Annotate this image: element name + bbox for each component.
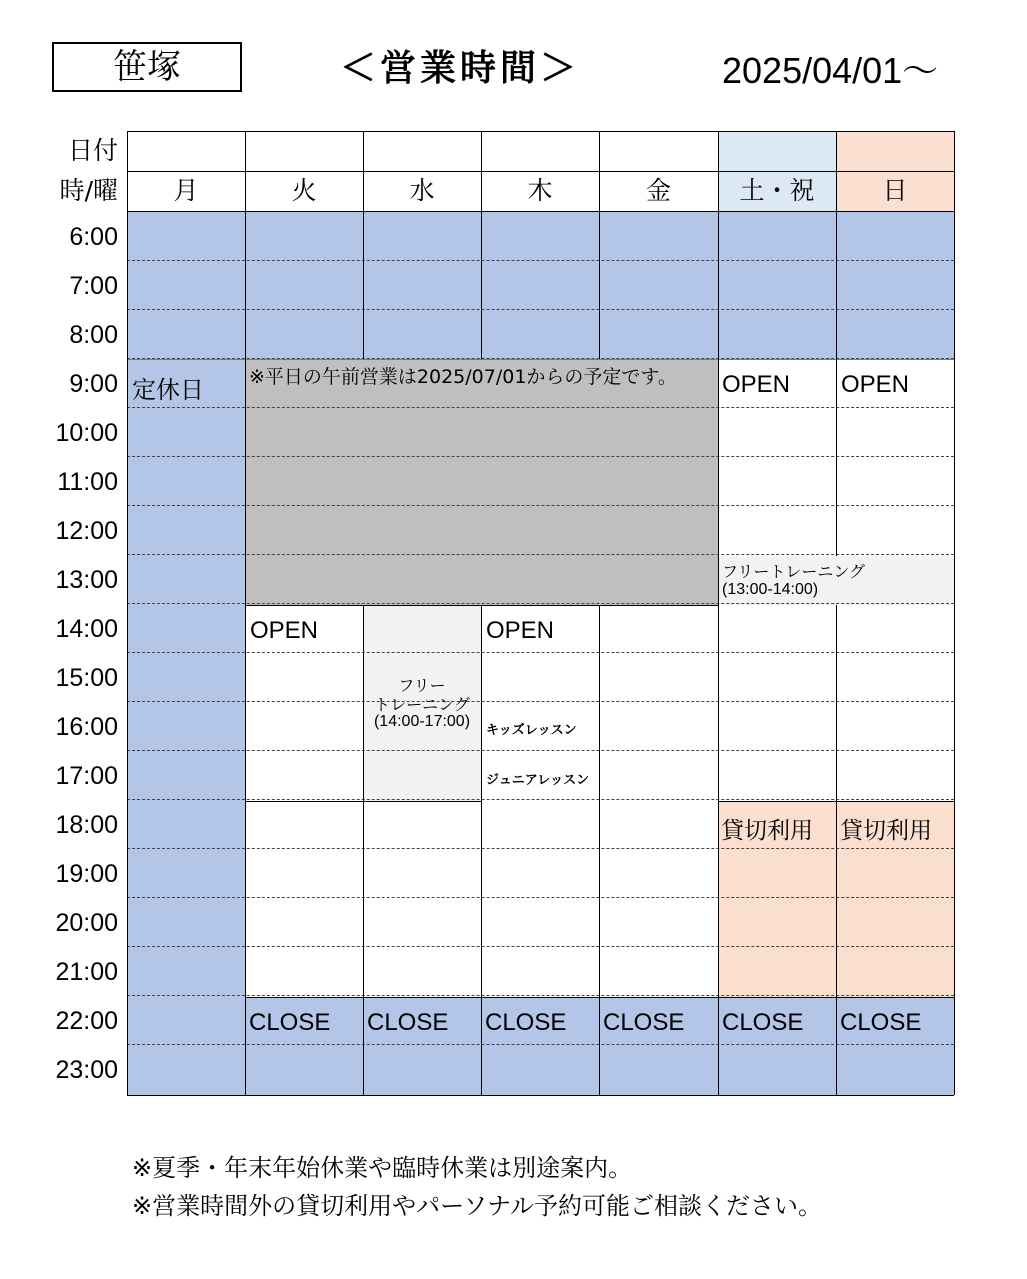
- hour-label: 15:00: [55, 664, 118, 692]
- hour-divider: [127, 946, 954, 947]
- hour-label: 7:00: [69, 272, 118, 300]
- hour-label: 11:00: [57, 468, 118, 496]
- hour-label: 12:00: [55, 517, 118, 545]
- hour-label: 6:00: [69, 223, 118, 251]
- hour-label: 22:00: [55, 1007, 118, 1035]
- hour-label: 8:00: [69, 321, 118, 349]
- hour-divider: [127, 260, 954, 261]
- sun-rental-label: 貸切利用: [840, 818, 932, 844]
- day-sun: 日: [882, 176, 908, 205]
- hour-divider: [127, 750, 954, 751]
- regular-holiday-label: 定休日: [132, 376, 204, 404]
- hour-divider: [127, 456, 954, 457]
- weekend-free-training-label: フリートレーニング: [722, 562, 866, 581]
- day-fri: 金: [645, 176, 671, 205]
- hour-label: 13:00: [55, 566, 118, 594]
- wed-free-training-line1: フリー: [398, 676, 446, 695]
- fri-close-label: CLOSE: [603, 1009, 685, 1036]
- weekday-morning-block: [245, 359, 718, 605]
- tue-close-label: CLOSE: [249, 1009, 331, 1036]
- hour-label: 16:00: [55, 713, 118, 741]
- day-thu: 木: [527, 176, 553, 205]
- sun-open-label: OPEN: [841, 371, 910, 398]
- effective-date: 2025/04/01～: [722, 50, 939, 91]
- hour-label: 19:00: [55, 860, 118, 888]
- date-row-label: 日付: [67, 136, 118, 165]
- wed-free-training-line2: トレーニング: [374, 695, 470, 714]
- sat-close-label: CLOSE: [722, 1009, 804, 1036]
- note-closures: ※夏季・年末年始休業や臨時休業は別途案内。: [132, 1154, 633, 1182]
- thu-open-label: OPEN: [486, 617, 555, 644]
- hour-divider: [127, 799, 954, 800]
- kids-lesson-label: キッズレッスン: [486, 723, 577, 738]
- hour-label: 14:00: [55, 615, 118, 643]
- hour-divider: [127, 505, 954, 506]
- monday-holiday-block: [127, 359, 245, 997]
- tue-open-label: OPEN: [250, 617, 319, 644]
- day-tue: 火: [291, 176, 317, 205]
- wed-free-training-time: (14:00-17:00): [373, 713, 471, 730]
- hour-label: 23:00: [55, 1056, 118, 1084]
- thu-close-label: CLOSE: [485, 1009, 567, 1036]
- hour-divider: [127, 652, 954, 653]
- hour-divider: [127, 407, 954, 408]
- hour-label: 9:00: [69, 370, 118, 398]
- hour-divider: [127, 554, 954, 555]
- hour-label: 17:00: [55, 762, 118, 790]
- hour-divider: [127, 995, 954, 996]
- time-day-row-label: 時/曜: [59, 176, 118, 205]
- hour-divider: [127, 701, 954, 702]
- hour-label: 18:00: [55, 811, 118, 839]
- hour-divider: [127, 603, 954, 604]
- sat-rental-label: 貸切利用: [721, 818, 813, 844]
- note-reservations: ※営業時間外の貸切利用やパーソナル予約可能ご相談ください。: [132, 1192, 822, 1220]
- weekday-morning-notice: ※平日の午前営業は2025/07/01からの予定です。: [249, 366, 677, 388]
- day-wed: 水: [409, 176, 435, 205]
- wed-close-label: CLOSE: [367, 1009, 449, 1036]
- junior-lesson-label: ジュニアレッスン: [486, 773, 590, 788]
- hour-label: 21:00: [55, 958, 118, 986]
- sat-open-label: OPEN: [722, 371, 791, 398]
- day-sat-holiday: 土・祝: [739, 176, 815, 205]
- closed-early-morning: [127, 211, 954, 359]
- sun-close-label: CLOSE: [840, 1009, 922, 1036]
- hour-label: 10:00: [55, 419, 118, 447]
- hour-divider: [127, 1044, 954, 1045]
- page-title: ＜営業時間＞: [340, 48, 581, 89]
- hour-divider: [127, 897, 954, 898]
- weekend-free-training-time: (13:00-14:00): [722, 581, 819, 598]
- hour-label: 20:00: [55, 909, 118, 937]
- hour-divider: [127, 309, 954, 310]
- hour-divider: [127, 848, 954, 849]
- day-mon: 月: [173, 176, 199, 205]
- location-label: 笹塚: [52, 42, 242, 92]
